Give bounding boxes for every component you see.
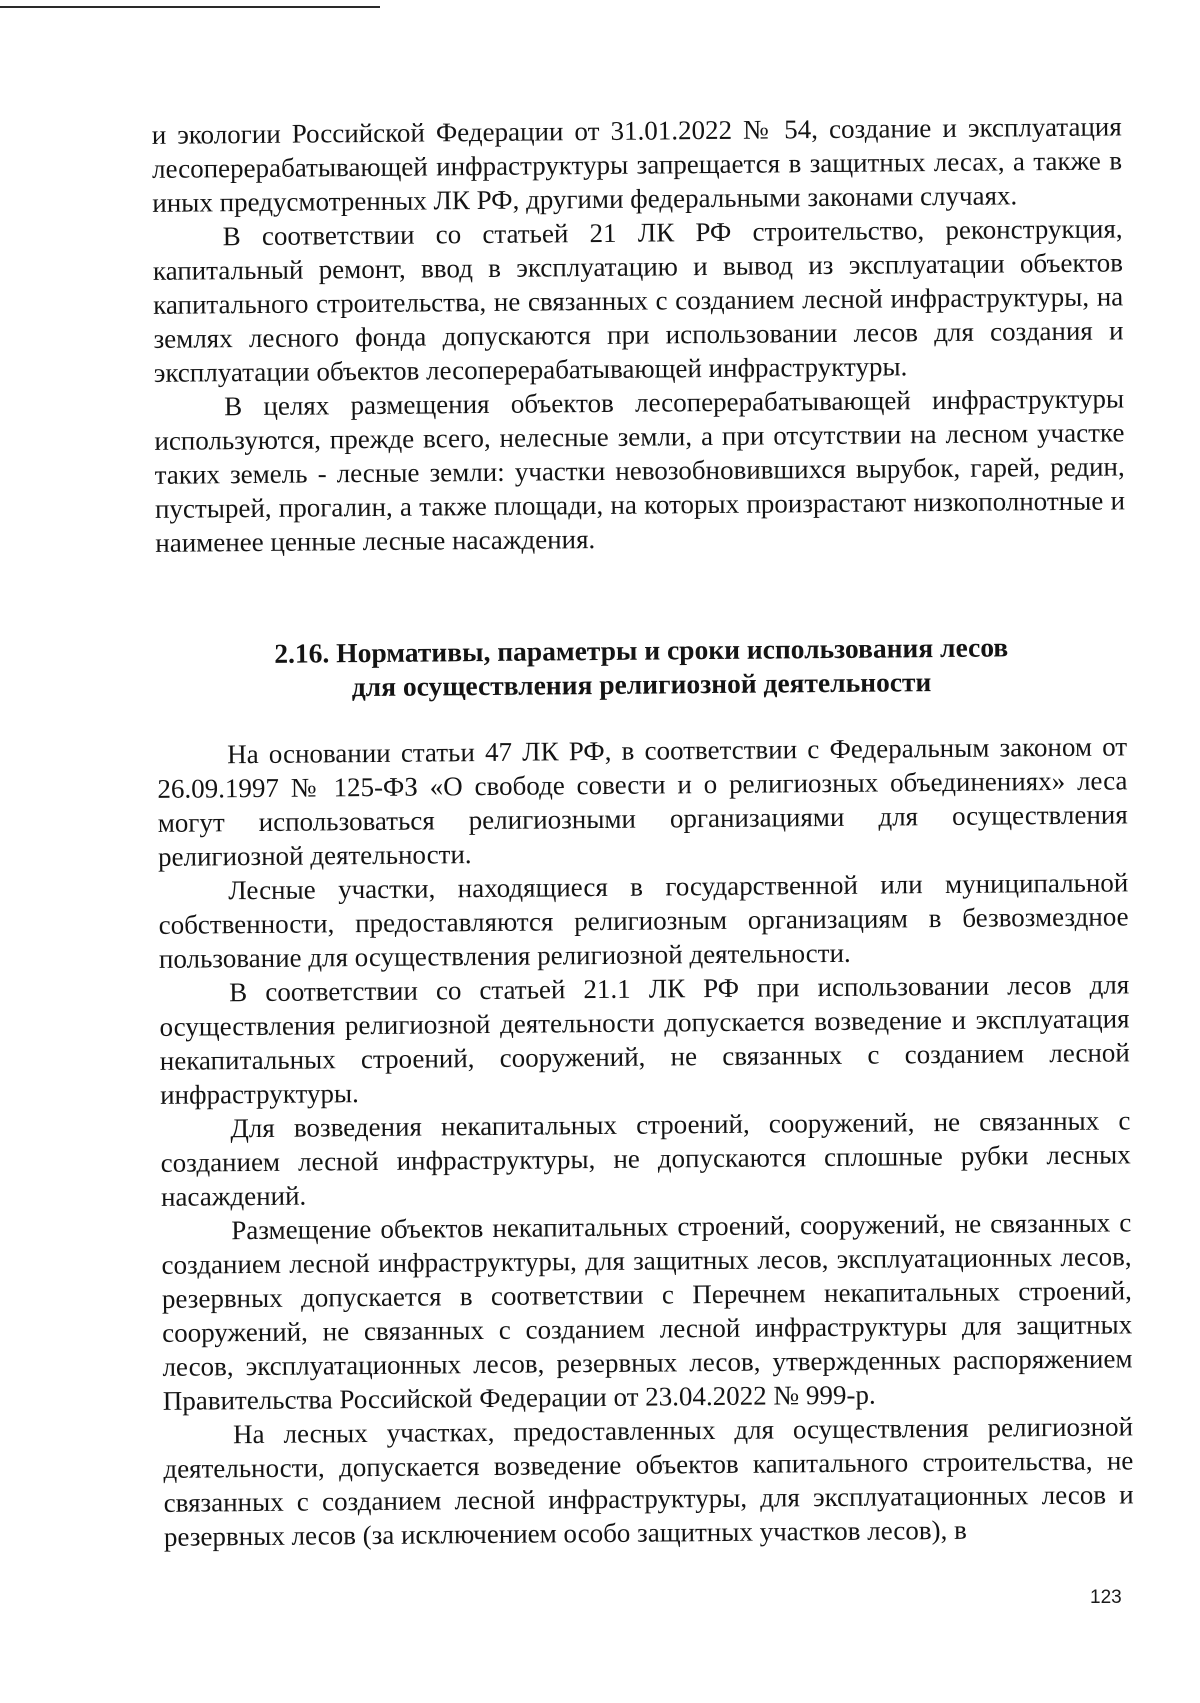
section-heading [156, 629, 1127, 705]
paragraph: Для возведения некапитальных строений, сооружений, не связанных с созданием лесной инфраструктуры, не допускаются сплошные рубки лесных насаждений. [160, 1105, 1131, 1212]
paragraph: Лесные участки, находящиеся в государственной или муниципальной собственности, предоставляются религиозным организациям в безвозмездное пользование для осуществления религиозной деятельности. [158, 867, 1129, 974]
section-heading-line-2: для осуществления религиозной деятельности [351, 666, 932, 703]
paragraph: В целях размещения объектов лесоперерабатывающей инфраструктуры используются, прежде всего, нелесные земли, а при отсутствии на лесном участке таких земель - лесные земли: участки невозобновившихся вырубок, гарей, редин, пустырей, прогалин, а также площади, на которых произрастают низкополнотные и наименее ценные лесные насаждения. [154, 383, 1126, 558]
text-block-top [152, 109, 1126, 559]
section-heading-line-1: 2.16. Нормативы, параметры и сроки использования лесов [274, 631, 1009, 669]
paragraph: Размещение объектов некапитальных строений, сооружений, не связанных с созданием лесной инфраструктуры, для защитных лесов, эксплуатационных лесов, резервных допускается в соответствии с Перечнем некапитальных строений, сооружений, не связанных с созданием лесной инфраструктуры для защитных лесов, эксплуатационных лесов, резервных лесов, утвержденных распоряжением Правительства Российской Федерации от 23.04.2022 № 999-р. [161, 1207, 1133, 1416]
paragraph: На основании статьи 47 ЛК РФ, в соответствии с Федеральным законом от 26.09.1997 № 125-ФЗ «О свободе совести и о религиозных объединениях» леса могут использоваться религиозными организациями для осуществления религиозной деятельности. [157, 731, 1128, 872]
text-block-bottom [157, 729, 1134, 1553]
paragraph-continuation: и экологии Российской Федерации от 31.01.2022 № 54, создание и эксплуатация лесоперерабатывающей инфраструктуры запрещается в защитных лесах, а также в иных предусмотренных ЛК РФ, другими федеральными законами случаях. [151, 111, 1123, 218]
page-number: 123 [1090, 1587, 1122, 1608]
paragraph: В соответствии со статьей 21.1 ЛК РФ при использовании лесов для осуществления религиозной деятельности допускается возведение и эксплуатация некапитальных строений, сооружений, не связанных с созданием лесной инфраструктуры. [159, 969, 1130, 1110]
paragraph: В соответствии со статьей 21 ЛК РФ строительство, реконструкция, капитальный ремонт, ввод в эксплуатацию и вывод из эксплуатации объектов капитального строительства, не связанных с созданием лесной инфраструктуры, на землях лесного фонда допускаются при использовании лесов для создания и эксплуатации объектов лесоперерабатывающей инфраструктуры. [152, 213, 1124, 388]
paragraph-continues: На лесных участках, предоставленных для осуществления религиозной деятельности, допускается возведение объектов капитального строительства, не связанных с созданием лесной инфраструктуры, для эксплуатационных лесов и резервных лесов (за исключением особо защитных участков лесов), в [163, 1411, 1134, 1552]
